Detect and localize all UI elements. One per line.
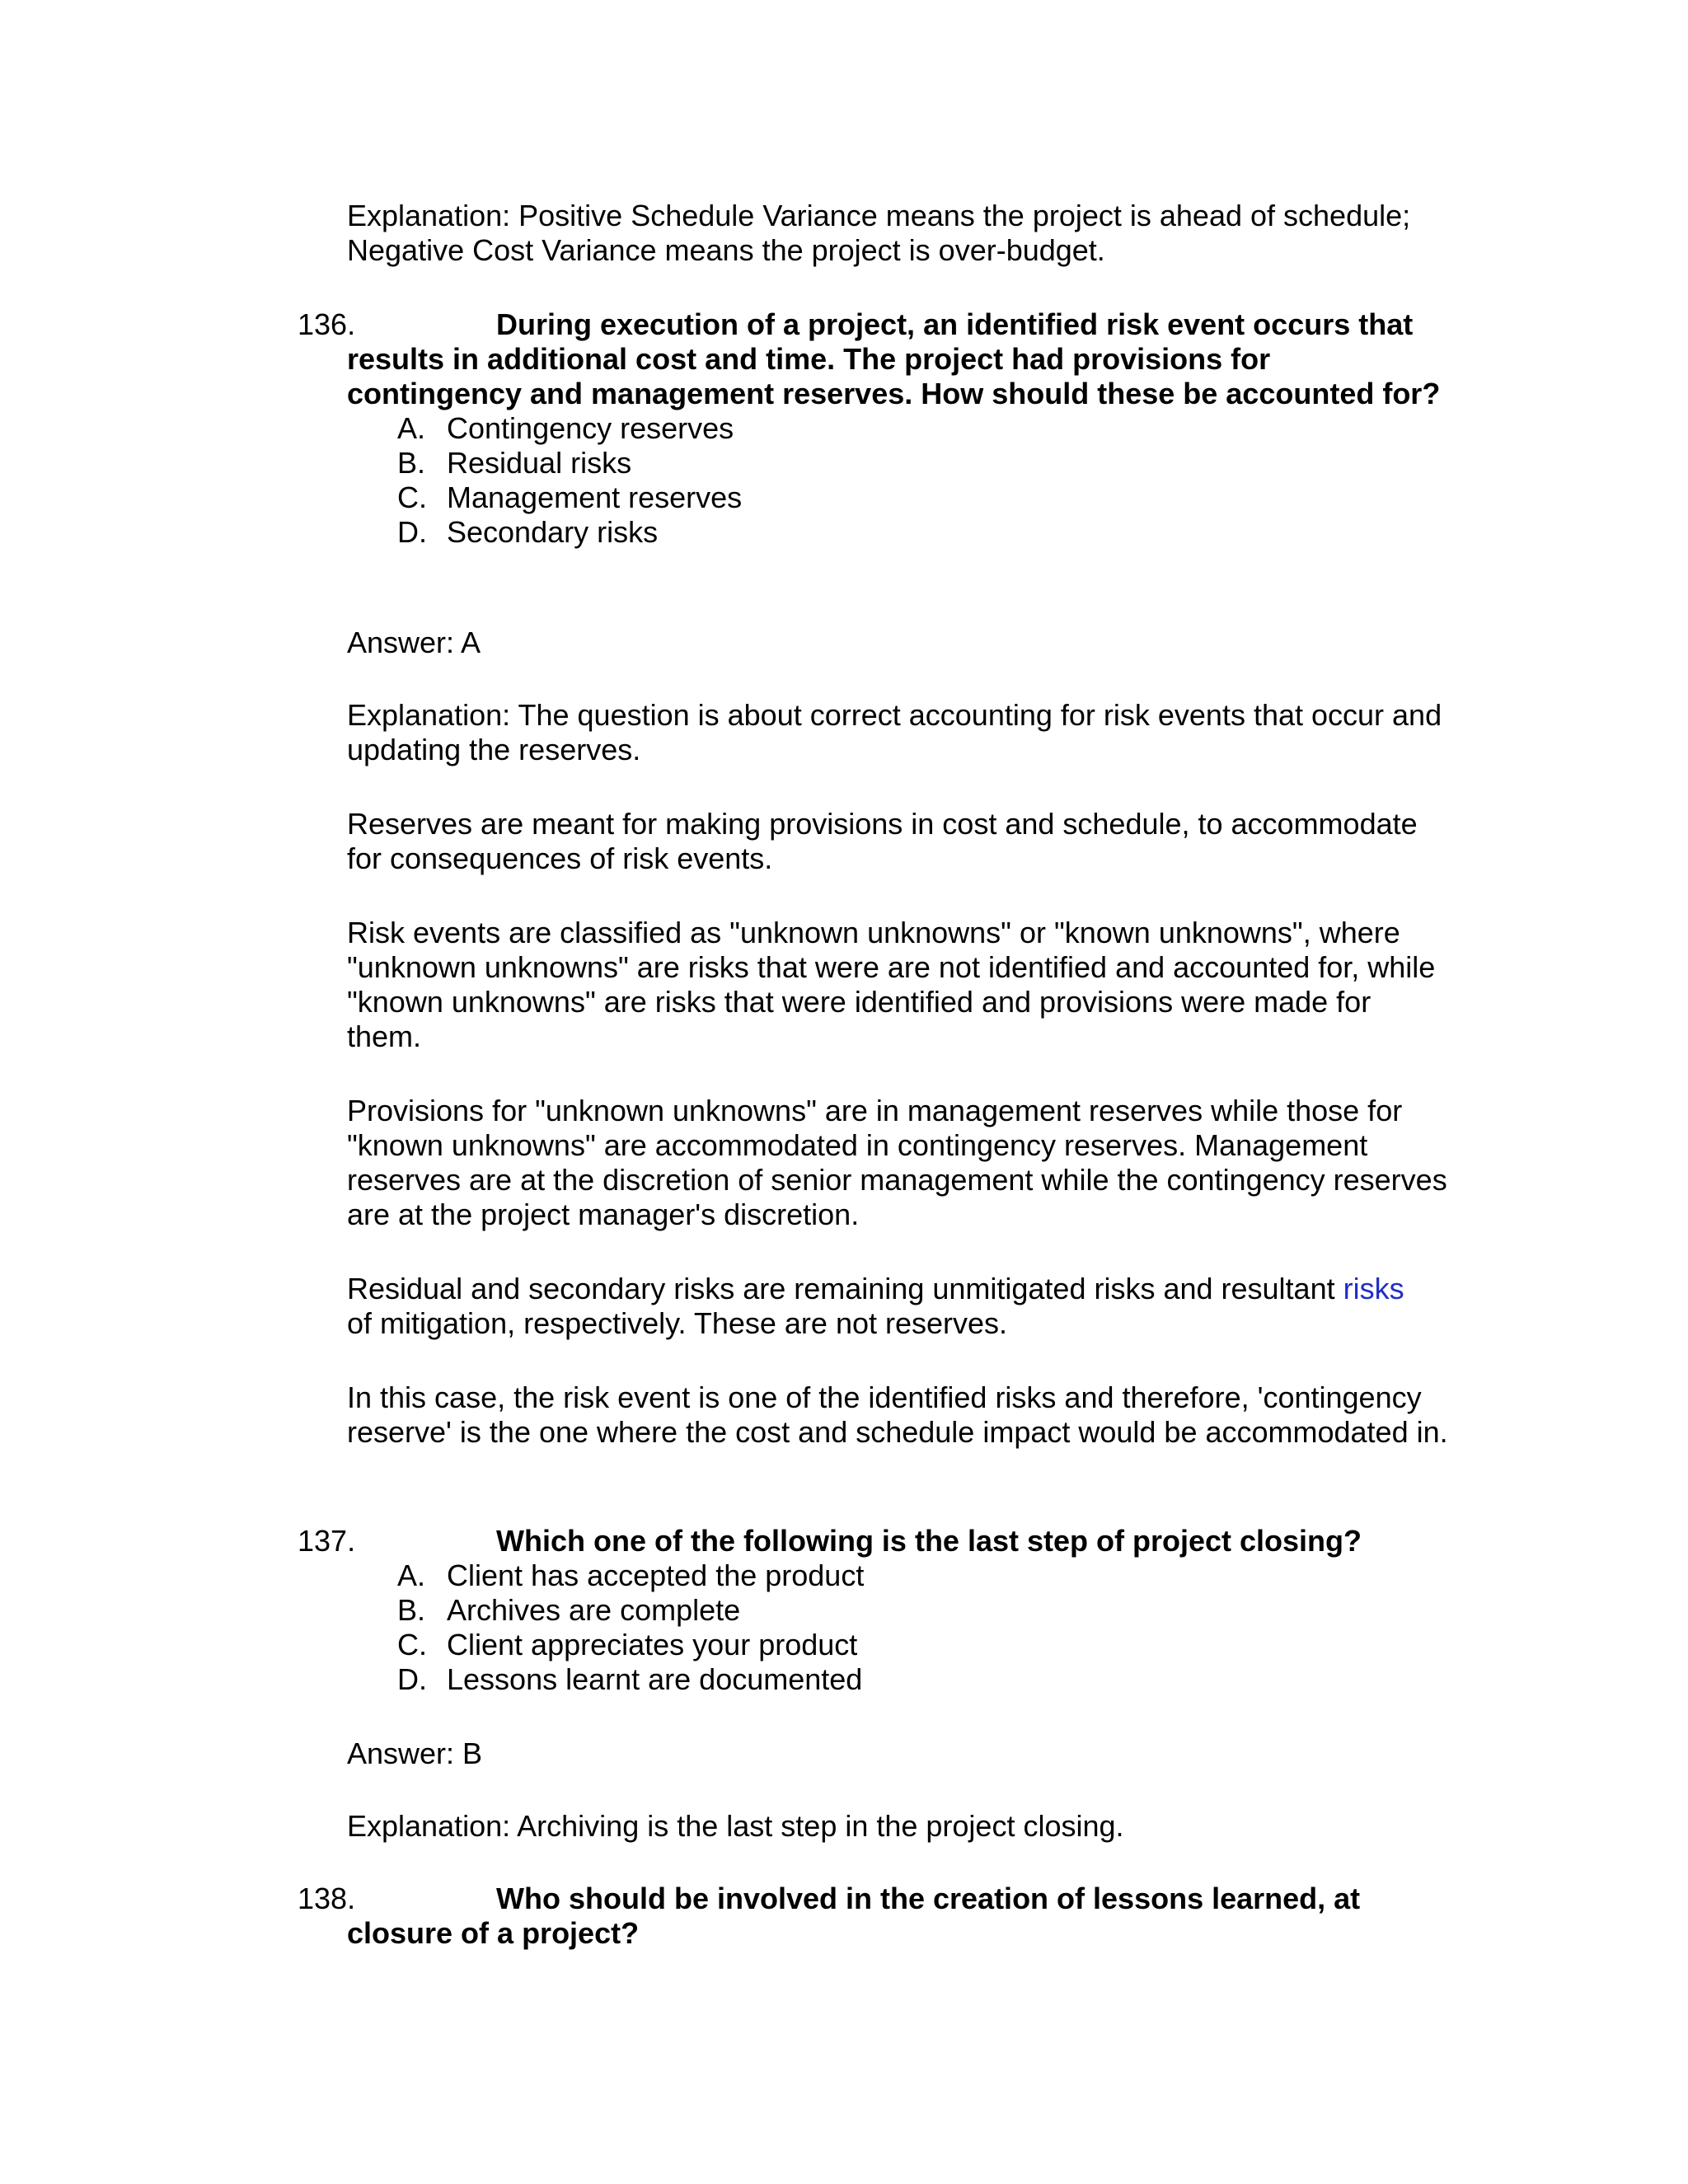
option-text: Client has accepted the product [447, 1558, 865, 1592]
option-letter: B. [397, 1593, 426, 1627]
option-letter: A. [397, 411, 426, 445]
question-136 [298, 307, 1451, 550]
option-letter: C. [397, 480, 427, 514]
option-text: Contingency reserves [447, 411, 734, 445]
question-text: During execution of a project, an identified risk event occurs that results in additional cost and time. The project had provisions for contingency and management reserves. How should these be accounted for? [347, 307, 1441, 410]
previous-explanation-line-2: Negative Cost Variance means the project is over-budget. [347, 233, 1105, 267]
answer-136: Answer: A [347, 626, 481, 659]
residual-text-before-link: Residual and secondary risks are remaining unmitigated risks and resultant [347, 1272, 1335, 1305]
option-a [298, 411, 1451, 446]
option-letter: A. [397, 1558, 426, 1592]
residual-risks-paragraph [347, 1272, 1451, 1341]
option-text: Secondary risks [447, 515, 659, 549]
explanation-paragraph: Explanation: The question is about correct accounting for risk events that occur and updating the reserves. [347, 698, 1442, 766]
option-b [298, 446, 1451, 480]
explanation-paragraph: Provisions for "unknown unknowns" are in management reserves while those for "known unknowns" are accommodated in contingency reserves. Management reserves are at the discretion of senior management while the contingency reserves are at the project manager's discretion. [347, 1094, 1447, 1231]
option-d [298, 515, 1451, 550]
option-c [298, 1628, 1451, 1662]
option-letter: D. [397, 1662, 427, 1696]
option-letter: D. [397, 515, 427, 549]
option-b [298, 1593, 1451, 1628]
option-text: Archives are complete [447, 1593, 741, 1627]
answer-options [298, 411, 1451, 550]
option-letter: B. [397, 446, 426, 480]
question-137 [298, 1524, 1451, 1697]
explanation-paragraph: Reserves are meant for making provisions in cost and schedule, to accommodate for consequences of risk events. [347, 807, 1418, 875]
question-text: Who should be involved in the creation of lessons learned, at closure of a project? [347, 1882, 1361, 1950]
question-number: 137. [298, 1524, 356, 1558]
answer-options [298, 1558, 1451, 1697]
previous-explanation-line-1: Explanation: Positive Schedule Variance means the project is ahead of schedule; [347, 199, 1411, 232]
risks-link[interactable]: risks [1343, 1272, 1404, 1305]
option-letter: C. [397, 1628, 427, 1661]
previous-explanation [347, 199, 1451, 268]
question-138 [298, 1882, 1451, 1951]
question-text: Which one of the following is the last step of project closing? [496, 1524, 1362, 1558]
residual-text-after-link: of mitigation, respectively. These are not reserves. [347, 1306, 1008, 1340]
option-d [298, 1662, 1451, 1697]
explanation-137: Explanation: Archiving is the last step in the project closing. [347, 1809, 1124, 1843]
option-text: Management reserves [447, 480, 743, 514]
question-number: 138. [298, 1882, 356, 1915]
option-a [298, 1558, 1451, 1593]
option-text: Residual risks [447, 446, 632, 480]
option-c [298, 480, 1451, 515]
explanation-paragraph: Risk events are classified as "unknown unknowns" or "known unknowns", where "unknown unknowns" are risks that were are not identified and accounted for, while "known unknowns" are risks that were identified and provisions were made for them. [347, 916, 1436, 1053]
question-number: 136. [298, 307, 356, 341]
conclusion-paragraph: In this case, the risk event is one of the identified risks and therefore, 'contingency reserve' is the one where the cost and schedule impact would be accommodated in. [347, 1380, 1448, 1449]
option-text: Lessons learnt are documented [447, 1662, 863, 1696]
option-text: Client appreciates your product [447, 1628, 858, 1661]
answer-137: Answer: B [347, 1736, 483, 1770]
